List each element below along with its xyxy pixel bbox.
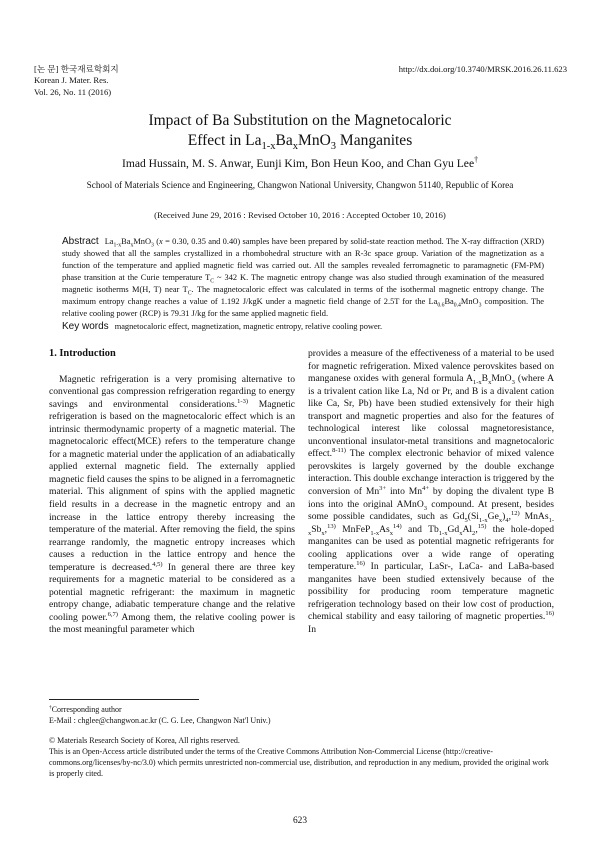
journal-line-korean: [논 문] 한국재료학회지 bbox=[34, 64, 119, 74]
author-list: Imad Hussain, M. S. Anwar, Eunji Kim, Bon Heun Koo, and Chan Gyu Lee† bbox=[121, 155, 479, 170]
affiliation: School of Materials Science and Engineering, Changwon National University, Changwon 51140, Republic of Korea bbox=[86, 180, 514, 190]
keywords-label: Key words bbox=[62, 321, 109, 332]
section-heading: 1. Introduction bbox=[49, 348, 116, 359]
copyright-note: © Materials Research Society of Korea, All rights reserved. bbox=[49, 736, 240, 745]
journal-info bbox=[34, 64, 119, 98]
abstract: Abstract $La_{1-x}Ba_xMnO_3$ (x = 0.30, 0.35 and 0.40) samples have been prepared by solid-state reaction method. The X-ray diffraction (XRD) study showed that all the samples crystallized in a rhombohedral structure with an R-3c space group. Variation of the magnetization as a function of the temperature and applied magnetic field was carried out. All the samples revealed ferromagnetic to paramagnetic (FM-PM) phase transition at the Curie temperature $T_C$ ~ 342 K. The magnetic entropy change was also studied through examination of the measured magnetic isotherms M(H, T) near $T_C$. The magnetocaloric effect was calculated in terms of the isothermal magnetic entropy change. The maximum entropy change reaches a value of 1.192 J/kgK under a magnetic field change of 2.5T for the $La_{0.6}Ba_{0.4}MnO_3$ composition. The relative cooling power (RCP) is 79.31 J/kg for the same applied magnetic field. bbox=[62, 236, 544, 318]
corresponding-dagger: † bbox=[474, 155, 479, 165]
page-number: 623 bbox=[292, 816, 308, 826]
intro-paragraph-continued: provides a measure of the effectiveness of a material to be used for magnetic refrigeration. Mixed valence perovskites based on manganese oxides with general formula $A_{1-x}B_xMnO_3$ (where A is a trivalent cation like La, Nd or Pr, and B is a divalent cation like Ca, Sr, Pb) have been studied extensively for their high transport and magnetic properties and also for the features of technological interest like colossal magnetoresistance, unconventional insulator-metal transitions and magnetocaloric effect.$^{8-11)}$ The complex electronic behavior of mixed valence perovskites is largely governed by the double exchange interaction. This double exchange interaction is triggered by the conversion of $Mn^{3+}$ into $Mn^{4+}$ by doping the divalent type B ions into the original AMnO$_3$ compound. At present, besides some possible candidates, such as $Gd_5(Si_{1-x}Ge_x)_4,^{12)}$ $MnAs_{1-x}Sb_x,^{13)}$ $MnFeP_{1-x}As_x^{14)}$ and $Tb_{1-x}Gd_xAl_2,^{15)}$ the hole-doped manganites can be used as potential magnetic refrigerants for cooling applications over a wide range of operating temperature.$^{16)}$ In particular, LaSr-, LaCa- and LaBa-based manganites have been studied extensively because of the possibility for producing room temperature magnetic refrigeration technology based on their low cost of production, chemical stability and easy tailoring of magnetic properties.$^{16)}$ In bbox=[308, 348, 555, 636]
intro-paragraph-1: Magnetic refrigeration is a very promising alternative to conventional gas compression refrigeration regarding to energy savings and environmental considerations.$^{1-3)}$ Magnetic refrigeration is based on the magnetocaloric effect which is an intrinsic thermodynamic property of a magnetic material. The magnetocaloric effect(MCE) refers to the temperature change for a magnetic material under the application of an adiabatically applied external magnetic field. The externally applied magnetic field causes the spins to be aligned in a ferromagnetic material. This alignment of spins with the applied magnetic field results in a decrease in the magnetic entropy and an increase in the lattice entropy thereby increasing the temperature of the material. After removing the field, the spins rearrange randomly, the magnetic entropy increases which causes a reduction in the lattice entropy and hence the temperature is decreased.$^{4,5)}$ In general there are three key requirements for a magnetic material to be considered as a potential magnetic refrigerant: the maximum in magnetic entropy change, adiabatic temperature change and the relative cooling power.$^{6,7)}$ Among them, the relative cooling power is the most meaningful parameter which bbox=[49, 373, 295, 636]
abstract-label: Abstract bbox=[62, 236, 99, 247]
title-line-1: Impact of Ba Substitution on the Magnetocaloric bbox=[148, 112, 452, 129]
left-column bbox=[49, 348, 295, 637]
right-column bbox=[308, 348, 554, 637]
keywords-text: magnetocaloric effect, magnetization, magnetic entropy, relative cooling power. bbox=[114, 322, 383, 331]
license-note: This is an Open-Access article distributed under the terms of the Creative Commons Attribution Non-Commercial License (http://creative-commons.org/licenses/by-nc/3.0) which permits unrestricted non-commercial use, distribution, and reproduction in any medium, provided the original work is properly cited. bbox=[49, 747, 549, 778]
corresponding-author-note: †Corresponding author bbox=[49, 704, 122, 714]
journal-volume: Vol. 26, No. 11 (2016) bbox=[34, 86, 112, 97]
keywords bbox=[62, 321, 544, 332]
email-note: E-Mail : chglee@changwon.ac.kr (C. G. Lee, Changwon Nat'l Univ.) bbox=[49, 716, 271, 725]
received-dates: (Received June 29, 2016 : Revised October 10, 2016 : Accepted October 10, 2016) bbox=[154, 210, 446, 220]
paper-title bbox=[0, 111, 600, 151]
footnote-divider bbox=[49, 699, 199, 700]
title-line-2: Effect in $La_{1-x}Ba_xMnO_3$ Manganites bbox=[187, 132, 413, 153]
footnotes bbox=[49, 704, 555, 779]
doi-link[interactable]: http://dx.doi.org/10.3740/MRSK.2016.26.11.623 bbox=[398, 64, 567, 74]
journal-line-english: Korean J. Mater. Res. bbox=[34, 75, 109, 86]
